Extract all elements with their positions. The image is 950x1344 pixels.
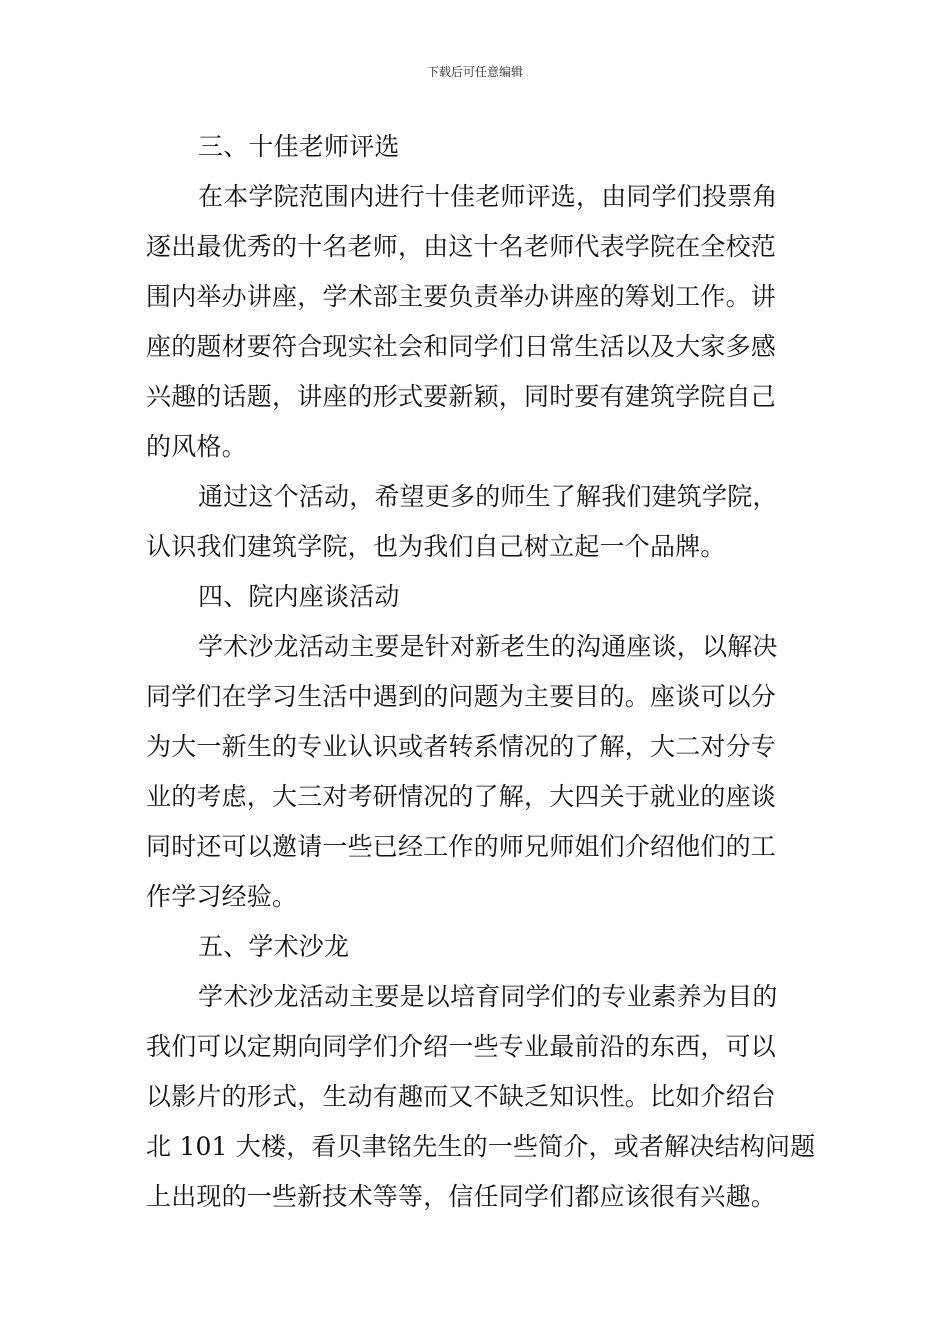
paragraph-line: 围内举办讲座，学术部主要负责举办讲座的筹划工作。讲 <box>146 282 777 311</box>
paragraph-line: 同时还可以邀请一些已经工作的师兄师姐们介绍他们的工 <box>146 832 777 861</box>
section-heading: 五、学术沙龙 <box>198 932 350 961</box>
page-header-note: 下载后可任意编辑 <box>426 65 523 79</box>
document-body <box>146 122 816 1222</box>
paragraph-line: 以影片的形式，生动有趣而又不缺乏知识性。比如介绍台 <box>146 1082 777 1111</box>
paragraph-line: 我们可以定期向同学们介绍一些专业最前沿的东西，可以 <box>146 1032 777 1061</box>
paragraph-line: 学术沙龙活动主要是针对新老生的沟通座谈，以解决 <box>198 632 778 661</box>
paragraph-line: 业的考虑，大三对考研情况的了解，大四关于就业的座谈 <box>146 782 777 811</box>
paragraph-line: 学术沙龙活动主要是以培育同学们的专业素养为目的 <box>198 982 778 1011</box>
paragraph-line: 兴趣的话题，讲座的形式要新颖，同时要有建筑学院自己 <box>146 382 777 411</box>
section-heading: 三、十佳老师评选 <box>198 132 400 161</box>
paragraph-line: 逐出最优秀的十名老师，由这十名老师代表学院在全校范 <box>146 232 777 261</box>
paragraph-line: 座的题材要符合现实社会和同学们日常生活以及大家多感 <box>146 332 777 361</box>
paragraph-line: 通过这个活动，希望更多的师生了解我们建筑学院， <box>198 482 778 511</box>
paragraph-line: 为大一新生的专业认识或者转系情况的了解，大二对分专 <box>146 732 777 761</box>
section-heading: 四、院内座谈活动 <box>198 582 400 611</box>
paragraph-line: 认识我们建筑学院，也为我们自己树立起一个品牌。 <box>146 532 726 561</box>
paragraph-line: 的风格。 <box>146 432 247 461</box>
paragraph-line: 北 101 大楼，看贝聿铭先生的一些简介，或者解决结构问题 <box>146 1132 816 1161</box>
paragraph-line: 在本学院范围内进行十佳老师评选，由同学们投票角 <box>198 182 778 211</box>
paragraph-line: 同学们在学习生活中遇到的问题为主要目的。座谈可以分 <box>146 682 777 711</box>
paragraph-line: 作学习经验。 <box>146 882 298 911</box>
paragraph-line: 上出现的一些新技术等等，信任同学们都应该很有兴趣。 <box>146 1182 777 1211</box>
